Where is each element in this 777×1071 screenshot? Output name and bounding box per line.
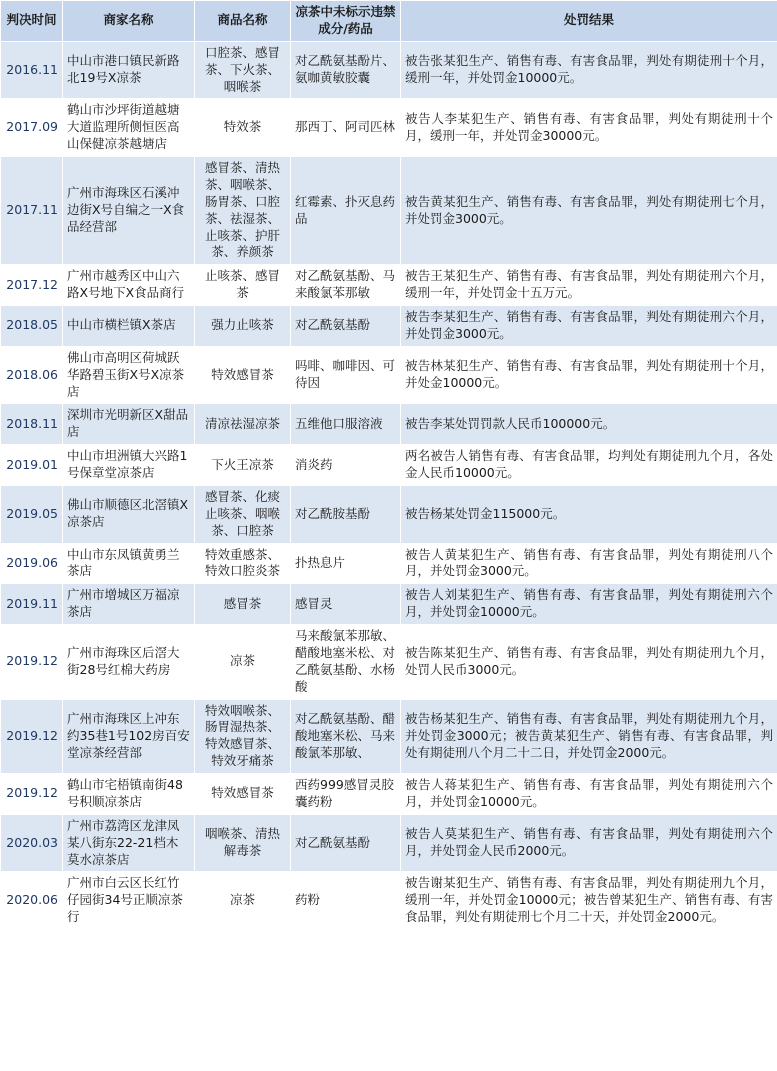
cell-ingredient: 扑热息片 [291,543,401,584]
cell-merchant: 中山市横栏镇X茶店 [63,306,195,347]
cell-date: 2020.06 [1,872,63,930]
cell-date: 2020.03 [1,814,63,872]
table-row [1,584,777,625]
table-row [1,699,777,774]
cell-merchant: 广州市增城区万福凉茶店 [63,584,195,625]
cell-penalty: 被告王某犯生产、销售有毒、有害食品罪，判处有期徒刑六个月，缓刑一年，并处罚金十五万元。 [401,265,777,306]
cell-date: 2019.12 [1,774,63,815]
cell-merchant: 鹤山市宅梧镇南街48号积顺凉茶店 [63,774,195,815]
table-row [1,872,777,930]
table-header-row [1,1,777,42]
cell-product: 凉茶 [195,625,291,700]
table-row [1,625,777,700]
cell-merchant: 广州市海珠区石溪冲边街X号自编之一X食品经营部 [63,157,195,265]
cell-product: 特效感冒茶 [195,346,291,404]
table-row [1,41,777,99]
cell-merchant: 鹤山市沙坪街道越塘大道监理所侧恒医高山保健凉茶越塘店 [63,99,195,157]
cell-ingredient: 红霉素、扑灭息药品 [291,157,401,265]
cell-date: 2019.12 [1,625,63,700]
cell-merchant: 广州市海珠区上冲东约35巷1号102房百安堂凉茶经营部 [63,699,195,774]
table-body [1,41,777,929]
cell-date: 2019.05 [1,485,63,543]
cell-merchant: 广州市荔湾区龙津凤某八街东22-21档木莫水凉茶店 [63,814,195,872]
cell-penalty: 被告黄某犯生产、销售有毒、有害食品罪，判处有期徒刑七个月，并处罚金3000元。 [401,157,777,265]
cell-merchant: 广州市海珠区后滘大街28号红棉大药房 [63,625,195,700]
cell-ingredient: 那西丁、阿司匹林 [291,99,401,157]
cell-ingredient: 对乙酰氨基酚 [291,306,401,347]
cell-penalty: 被告杨某犯生产、销售有毒、有害食品罪，判处有期徒刑九个月，并处罚金3000元；被告黄某犯生产、销售有毒、有害食品罪，判处有期徒刑八个月二十二日，并处罚金2000元。 [401,699,777,774]
cell-product: 强力止咳茶 [195,306,291,347]
cell-date: 2017.11 [1,157,63,265]
table-row [1,404,777,445]
cell-merchant: 佛山市顺德区北滘镇X凉茶店 [63,485,195,543]
column-header-merchant: 商家名称 [63,1,195,42]
table-row [1,485,777,543]
cell-ingredient: 西药999感冒灵胶囊药粉 [291,774,401,815]
cell-date: 2016.11 [1,41,63,99]
table-header [1,1,777,42]
cell-penalty: 被告人刘某犯生产、销售有毒、有害食品罪，判处有期徒刑六个月，并处罚金10000元。 [401,584,777,625]
table-row [1,157,777,265]
column-header-ingredient: 凉茶中未标示违禁成分/药品 [291,1,401,42]
cell-ingredient: 对乙酰氨基酚 [291,814,401,872]
cell-product: 感冒茶 [195,584,291,625]
table-row [1,543,777,584]
column-header-product: 商品名称 [195,1,291,42]
cell-product: 止咳茶、感冒茶 [195,265,291,306]
cell-date: 2017.09 [1,99,63,157]
cell-ingredient: 对乙酰氨基酚片、氨咖黄敏胶囊 [291,41,401,99]
cell-ingredient: 感冒灵 [291,584,401,625]
cell-merchant: 中山市东凤镇黄勇兰茶店 [63,543,195,584]
cell-penalty: 被告李某犯生产、销售有毒、有害食品罪，判处有期徒刑六个月，并处罚金3000元。 [401,306,777,347]
table-row [1,99,777,157]
column-header-penalty: 处罚结果 [401,1,777,42]
cell-date: 2018.11 [1,404,63,445]
cell-product: 下火王凉茶 [195,445,291,486]
cell-ingredient: 药粉 [291,872,401,930]
cell-merchant: 中山市坦洲镇大兴路1号保章堂凉茶店 [63,445,195,486]
cell-date: 2019.06 [1,543,63,584]
cell-penalty: 被告陈某犯生产、销售有毒、有害食品罪，判处有期徒刑九个月，处罚人民币3000元。 [401,625,777,700]
cell-date: 2019.12 [1,699,63,774]
cell-ingredient: 对乙酰氨基酚、马来酸氯苯那敏 [291,265,401,306]
cell-merchant: 深圳市光明新区X甜品店 [63,404,195,445]
cell-product: 特效重感茶、特效口腔炎茶 [195,543,291,584]
table-row [1,774,777,815]
table-row [1,445,777,486]
cell-product: 感冒茶、化痰止咳茶、咽喉茶、口腔茶 [195,485,291,543]
cell-penalty: 被告人李某犯生产、销售有毒、有害食品罪，判处有期徒刑十个月，缓刑一年，并处罚金30000元。 [401,99,777,157]
cell-ingredient: 五维他口服溶液 [291,404,401,445]
cell-date: 2018.05 [1,306,63,347]
cell-ingredient: 对乙酰氨基酚、醋酸地塞米松、马来酸氯苯那敏、 [291,699,401,774]
cell-date: 2017.12 [1,265,63,306]
cell-penalty: 被告人莫某犯生产、销售有毒、有害食品罪，判处有期徒刑六个月，并处罚金人民币2000元。 [401,814,777,872]
table-row [1,306,777,347]
cell-penalty: 被告人黄某犯生产、销售有毒、有害食品罪，判处有期徒刑八个月，并处罚金3000元。 [401,543,777,584]
cell-merchant: 中山市港口镇民新路北19号X凉茶 [63,41,195,99]
cell-date: 2019.11 [1,584,63,625]
cell-date: 2018.06 [1,346,63,404]
cell-penalty: 被告谢某犯生产、销售有毒、有害食品罪，判处有期徒刑九个月，缓刑一年，并处罚金10000元；被告曾某犯生产、销售有毒、有害食品罪，判处有期徒刑七个月二十天，并处罚金2000元。 [401,872,777,930]
cell-product: 凉茶 [195,872,291,930]
cell-product: 清凉祛湿凉茶 [195,404,291,445]
table-row [1,265,777,306]
cell-penalty: 被告人蒋某犯生产、销售有毒、有害食品罪，判处有期徒刑六个月，并处罚金10000元。 [401,774,777,815]
table-row [1,346,777,404]
cell-penalty: 被告李某处罚罚款人民币100000元。 [401,404,777,445]
table-row [1,814,777,872]
cell-penalty: 被告张某犯生产、销售有毒、有害食品罪，判处有期徒刑十个月，缓刑一年，并处罚金10000元。 [401,41,777,99]
cell-merchant: 佛山市高明区荷城跃华路碧玉街X号X凉茶店 [63,346,195,404]
cell-merchant: 广州市越秀区中山六路X号地下X食品商行 [63,265,195,306]
cell-merchant: 广州市白云区长红竹仔园街34号正顺凉茶行 [63,872,195,930]
column-header-date: 判决时间 [1,1,63,42]
cell-product: 咽喉茶、清热解毒茶 [195,814,291,872]
cell-ingredient: 消炎药 [291,445,401,486]
cell-product: 特效茶 [195,99,291,157]
cell-date: 2019.01 [1,445,63,486]
cell-penalty: 被告林某犯生产、销售有毒、有害食品罪，判处有期徒刑十个月，并处金10000元。 [401,346,777,404]
cell-penalty: 两名被告人销售有毒、有害食品罪，均判处有期徒刑九个月，各处金人民币10000元。 [401,445,777,486]
cell-product: 特效咽喉茶、肠胃湿热茶、特效感冒茶、特效牙痛茶 [195,699,291,774]
cell-ingredient: 对乙酰胺基酚 [291,485,401,543]
cell-ingredient: 马来酸氯苯那敏、醋酸地塞米松、对乙酰氨基酚、水杨酸 [291,625,401,700]
cell-ingredient: 吗啡、咖啡因、可待因 [291,346,401,404]
cell-product: 感冒茶、清热茶、咽喉茶、肠胃茶、口腔茶、祛湿茶、止咳茶、护肝茶、养颜茶 [195,157,291,265]
cell-penalty: 被告杨某处罚金115000元。 [401,485,777,543]
cell-product: 特效感冒茶 [195,774,291,815]
cell-product: 口腔茶、感冒茶、下火茶、咽喉茶 [195,41,291,99]
